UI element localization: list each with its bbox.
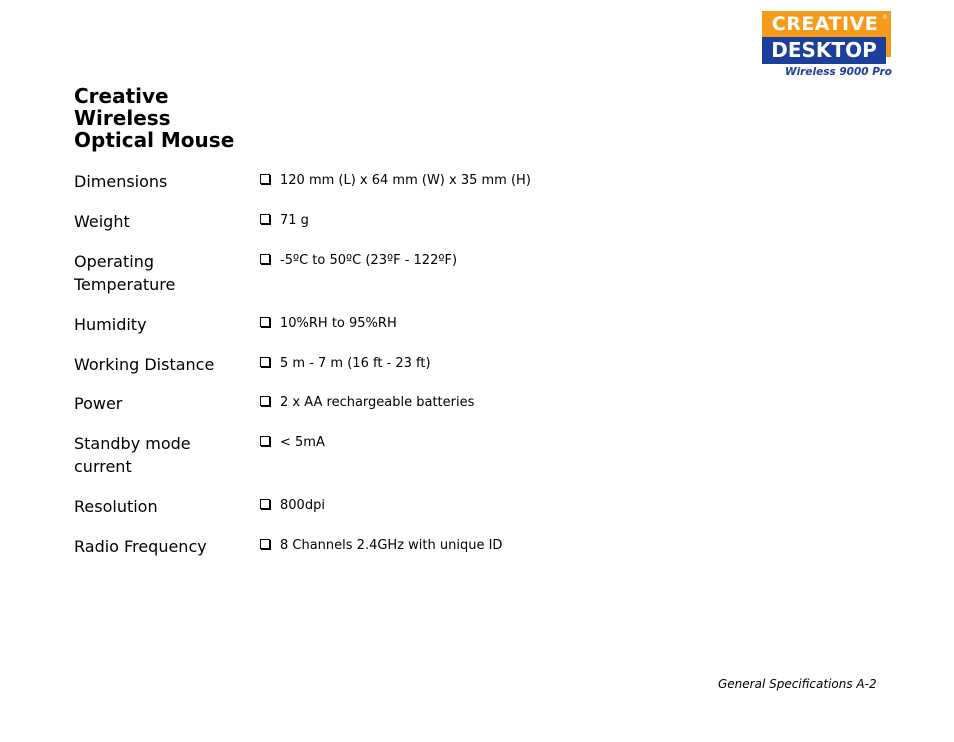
spec-value: [260, 172, 531, 190]
spec-label: Power: [74, 394, 123, 413]
logo-product-text: DESKTOP: [771, 38, 877, 62]
title-line-1: Creative: [74, 84, 169, 108]
spec-value: [260, 315, 397, 333]
title-line-2: Wireless: [74, 106, 171, 130]
spec-label: Radio Frequency: [74, 537, 207, 556]
spec-value-text: 8 Channels 2.4GHz with unique ID: [280, 538, 503, 553]
spec-value-text: 5 m - 7 m (16 ft - 23 ft): [280, 356, 431, 371]
spec-label: Resolution: [74, 497, 158, 516]
spec-value-text: 800dpi: [280, 498, 325, 513]
spec-value: [260, 252, 457, 270]
spec-value: [260, 394, 474, 412]
checkbox-icon: [260, 357, 270, 367]
spec-value: [260, 537, 502, 555]
checkbox-icon: [260, 254, 270, 264]
page-title: [74, 85, 274, 151]
spec-value-text: -5ºC to 50ºC (23ºF - 122ºF): [280, 253, 458, 268]
checkbox-icon: [260, 436, 270, 446]
logo-brand-text: CREATIVE: [771, 13, 879, 35]
checkbox-icon: [260, 317, 270, 327]
checkbox-icon: [260, 539, 270, 549]
page-footer: General Specifications A-2: [718, 677, 877, 691]
checkbox-icon: [260, 499, 270, 509]
spec-value-text: 120 mm (L) x 64 mm (W) x 35 mm (H): [280, 173, 531, 188]
logo-product-band: [762, 37, 886, 64]
checkbox-icon: [260, 214, 270, 224]
spec-label: Standby mode current: [74, 434, 191, 476]
spec-value: [260, 497, 325, 515]
spec-label: Weight: [74, 212, 130, 231]
checkbox-icon: [260, 174, 270, 184]
title-line-3: Optical Mouse: [74, 128, 235, 152]
spec-label: Dimensions: [74, 172, 168, 191]
spec-label: Humidity: [74, 315, 147, 334]
spec-value-text: 10%RH to 95%RH: [280, 316, 397, 331]
spec-value: [260, 434, 325, 452]
spec-value: [260, 355, 431, 373]
logo-accent-bar: [886, 37, 891, 57]
checkbox-icon: [260, 396, 270, 406]
spec-value-text: < 5mA: [280, 435, 325, 450]
logo-model-text: Wireless 9000 Pro: [785, 66, 892, 78]
spec-value-text: 71 g: [280, 213, 309, 228]
spec-label: Operating Temperature: [74, 252, 176, 294]
logo-brand-band: [762, 11, 891, 37]
spec-value-text: 2 x AA rechargeable batteries: [280, 395, 475, 410]
logo-trademark: ®: [882, 14, 888, 21]
creative-desktop-logo: [761, 11, 892, 79]
spec-value: [260, 212, 309, 230]
spec-label: Working Distance: [74, 355, 215, 374]
